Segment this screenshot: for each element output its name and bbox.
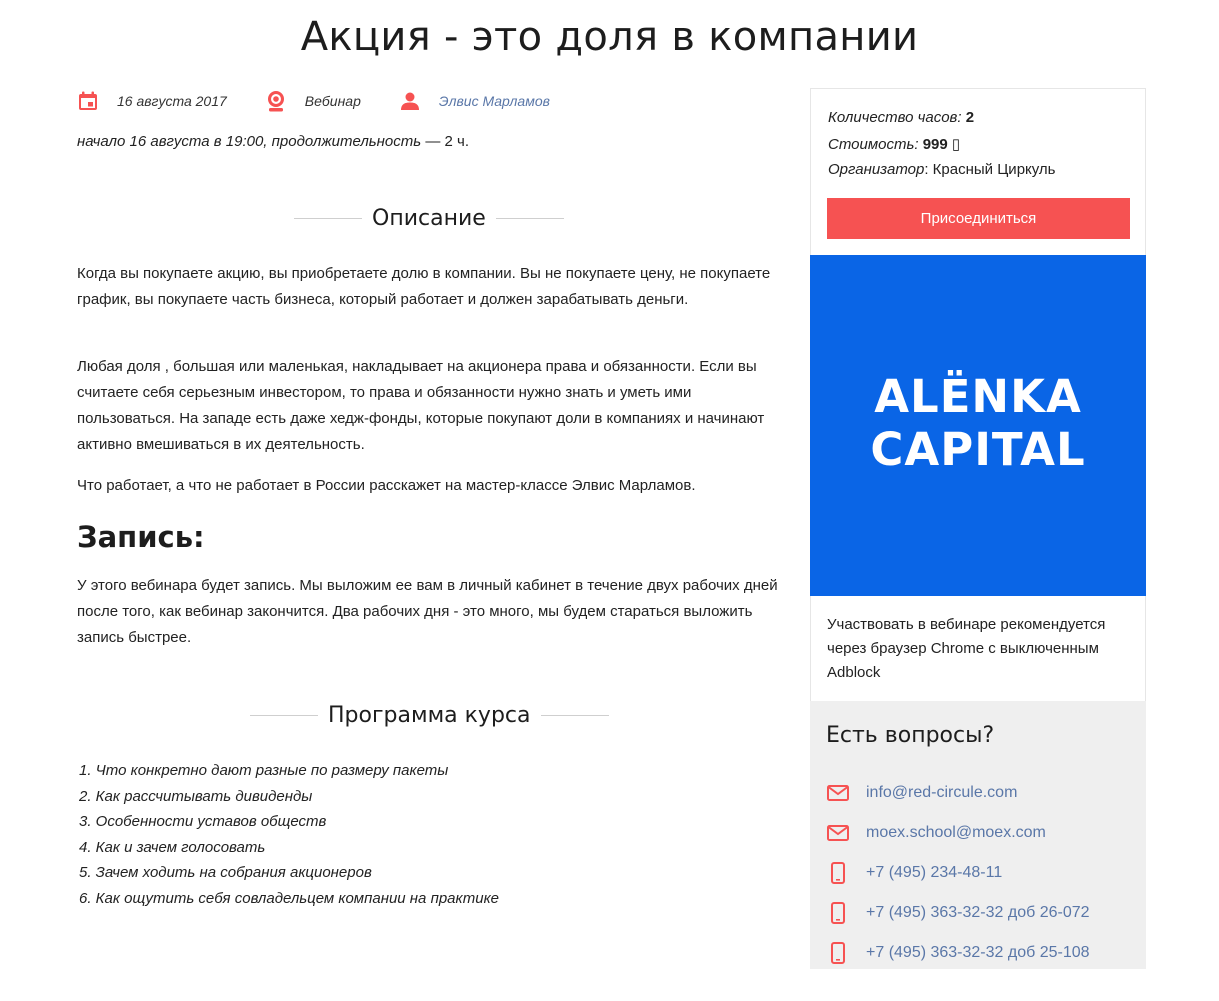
browser-note (810, 596, 1146, 701)
event-type: Вебинар (304, 93, 361, 109)
description-paragraph-2: Любая доля , большая или маленькая, накладывает на акционера права и обязанности. Если вы считаете себя серьезным инвестором, то права и обязанности нужно знать и уметь ими пользоваться. На западе есть даже хедж-фонды, которые покупают доли в компаниях и начинают активно вмешиваться в их деятельность. (77, 358, 765, 453)
contact-link[interactable]: info@red-circule.com (866, 784, 1018, 801)
join-button[interactable]: Присоединиться (827, 198, 1130, 239)
description-paragraph-3: Что работает, а что не работает в России расскажет на мастер-классе Элвис Марламов. (77, 477, 696, 494)
page-title: Акция - это доля в компании (300, 14, 919, 60)
contact-phone-3 (826, 941, 1090, 965)
divider (496, 218, 564, 219)
browser-note-text: Участвовать в вебинаре рекомендуется через браузер Chrome с выключенным Adblock (827, 616, 1106, 681)
calendar-icon (77, 90, 99, 112)
start-info-italic: начало 16 августа в 19:00, продолжительность (77, 133, 422, 150)
recording-heading: Запись: (77, 520, 205, 554)
contact-link[interactable]: +7 (495) 363-32-32 доб 25-108 (866, 944, 1090, 961)
mail-icon (826, 781, 850, 805)
description-heading-label: Описание (372, 206, 486, 231)
hours-value: 2 (965, 109, 975, 126)
meta-type (265, 90, 361, 112)
contact-link[interactable]: +7 (495) 363-32-32 доб 26-072 (866, 904, 1090, 921)
person-icon (399, 90, 421, 112)
list-item: 2. Как рассчитывать дивиденды (79, 787, 313, 805)
list-item: 6. Как ощутить себя совладельцем компании на практике (79, 889, 500, 907)
contacts-heading: Есть вопросы? (826, 723, 995, 748)
price-value: 999 (922, 136, 948, 153)
event-info-box (810, 88, 1146, 255)
event-meta (77, 88, 588, 114)
program-heading-label: Программа курса (328, 703, 531, 728)
program-heading (250, 703, 609, 728)
start-info-duration: — 2 ч. (421, 133, 469, 150)
organizer-value: : Красный Циркуль (924, 161, 1056, 178)
start-info (77, 133, 469, 150)
contact-phone-1 (826, 861, 1002, 885)
program-list (79, 758, 499, 912)
price-info (828, 135, 960, 153)
organizer-label: Организатор (828, 161, 925, 178)
mail-icon (826, 821, 850, 845)
contact-email-1 (826, 781, 1017, 805)
divider (250, 715, 318, 716)
list-item: 4. Как и зачем голосовать (79, 838, 266, 856)
divider (294, 218, 362, 219)
banner-logo-line-1: ALЁNKA (874, 370, 1082, 423)
contacts-box (810, 701, 1146, 969)
contact-phone-2 (826, 901, 1090, 925)
phone-icon (826, 901, 850, 925)
recording-text: У этого вебинара будет запись. Мы выложим ее вам в личный кабинет в течение двух рабочих дней после того, как вебинар закончится. Два рабочих дня - это много, мы будем стараться выложить запись быстрее. (77, 577, 778, 646)
sponsor-banner[interactable] (810, 255, 1146, 596)
hours-label: Количество часов: (828, 109, 962, 126)
contact-email-2 (826, 821, 1046, 845)
currency-icon: ▯ (951, 136, 961, 153)
event-date: 16 августа 2017 (117, 93, 227, 109)
contact-link[interactable]: +7 (495) 234-48-11 (866, 864, 1003, 881)
price-label: Стоимость: (828, 136, 919, 153)
phone-icon (826, 941, 850, 965)
phone-icon (826, 861, 850, 885)
description-heading (294, 206, 564, 231)
contact-link[interactable]: moex.school@moex.com (866, 824, 1046, 841)
organizer-info (828, 161, 1056, 178)
list-item: 1. Что конкретно дают разные по размеру пакеты (79, 762, 449, 779)
webcam-icon (265, 90, 287, 112)
banner-logo-line-2: CAPITAL (870, 423, 1086, 476)
author-link[interactable]: Элвис Марламов (438, 93, 550, 109)
list-item: 5. Зачем ходить на собрания акционеров (79, 864, 372, 882)
meta-date (77, 90, 227, 112)
hours-info (828, 109, 974, 126)
divider (541, 715, 609, 716)
list-item: 3. Особенности уставов обществ (79, 813, 327, 831)
description-paragraph-1: Когда вы покупаете акцию, вы приобретаете долю в компании. Вы не покупаете цену, не покупаете график, вы покупаете часть бизнеса, который работает и должен зарабатывать деньги. (77, 265, 771, 308)
meta-author (399, 90, 550, 112)
